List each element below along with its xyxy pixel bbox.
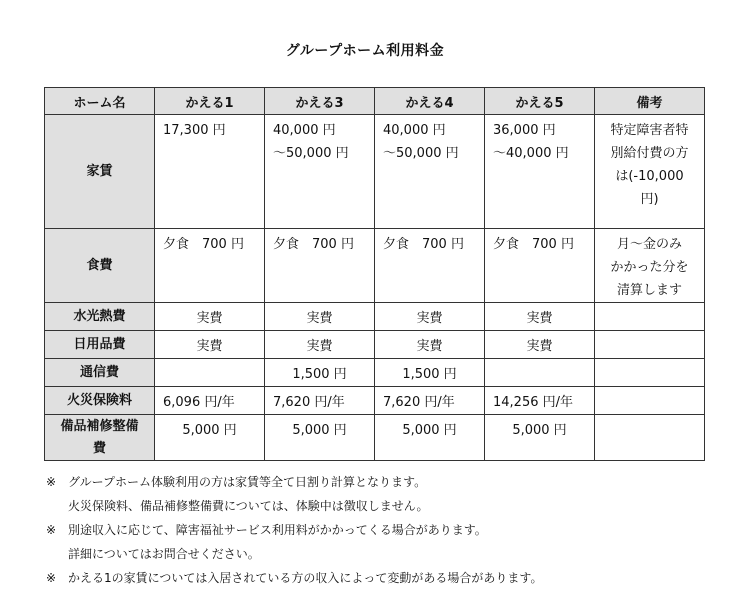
table-row-communication xyxy=(45,359,705,387)
table-cell-remarks: 特定障害者特 別給付費の方 は(-10,000 円) xyxy=(595,115,705,229)
table-cell: 5,000 円 xyxy=(375,415,485,461)
note-line xyxy=(46,494,542,518)
table-cell: 6,096 円/年 xyxy=(155,387,265,415)
row-label: 火災保険料 xyxy=(45,387,155,415)
table-header-row xyxy=(45,88,705,115)
column-header-kaeru5: かえる5 xyxy=(485,88,595,115)
table-cell: 5,000 円 xyxy=(265,415,375,461)
table-cell: 14,256 円/年 xyxy=(485,387,595,415)
column-header-remarks: 備考 xyxy=(595,88,705,115)
fee-table xyxy=(44,87,705,461)
table-cell: 5,000 円 xyxy=(485,415,595,461)
table-cell: 1,500 円 xyxy=(375,359,485,387)
table-cell: 40,000 円 ～50,000 円 xyxy=(265,115,375,229)
table-cell: 実費 xyxy=(375,303,485,331)
row-label: 家賃 xyxy=(45,115,155,229)
note-line xyxy=(46,542,542,566)
table-cell: 36,000 円 ～40,000 円 xyxy=(485,115,595,229)
note-line xyxy=(46,566,542,590)
table-cell-remarks xyxy=(595,387,705,415)
column-header-kaeru3: かえる3 xyxy=(265,88,375,115)
table-row-equipment xyxy=(45,415,705,461)
table-row-fire-insurance xyxy=(45,387,705,415)
table-cell: 7,620 円/年 xyxy=(265,387,375,415)
table-cell xyxy=(155,359,265,387)
note-text: 火災保険料、備品補修整備費については、体験中は徴収しません。 xyxy=(68,499,429,513)
note-mark: ※ xyxy=(46,571,57,585)
table-cell: 夕食 700 円 xyxy=(265,229,375,303)
table-cell: 40,000 円 ～50,000 円 xyxy=(375,115,485,229)
note-line xyxy=(46,470,542,494)
note-mark: ※ xyxy=(46,523,57,537)
column-header-home-name: ホーム名 xyxy=(45,88,155,115)
table-cell: 実費 xyxy=(155,331,265,359)
table-cell: 1,500 円 xyxy=(265,359,375,387)
row-label: 備品補修整備 費 xyxy=(45,415,155,461)
table-cell-remarks xyxy=(595,359,705,387)
table-cell-remarks xyxy=(595,415,705,461)
table-cell: 17,300 円 xyxy=(155,115,265,229)
table-row-food xyxy=(45,229,705,303)
table-cell: 7,620 円/年 xyxy=(375,387,485,415)
table-cell-remarks: 月～金のみ かかった分を 清算します xyxy=(595,229,705,303)
note-text: グループホーム体験利用の方は家賃等全て日割り計算となります。 xyxy=(68,475,427,489)
table-cell-remarks xyxy=(595,303,705,331)
table-cell: 実費 xyxy=(485,303,595,331)
table-cell: 実費 xyxy=(265,303,375,331)
page-title: グループホーム利用料金 xyxy=(285,43,445,59)
table-row-daily-goods xyxy=(45,331,705,359)
row-label: 食費 xyxy=(45,229,155,303)
note-text: 詳細についてはお問合せください。 xyxy=(68,547,260,561)
notes xyxy=(46,470,542,590)
row-label: 水光熱費 xyxy=(45,303,155,331)
table-row-utilities xyxy=(45,303,705,331)
note-text: かえる1の家賃については入居されている方の収入によって変動がある場合があります。 xyxy=(68,571,543,585)
row-label: 日用品費 xyxy=(45,331,155,359)
table-cell: 実費 xyxy=(265,331,375,359)
note-text: 別途収入に応じて、障害福祉サービス利用料がかかってくる場合があります。 xyxy=(68,523,487,537)
table-cell: 実費 xyxy=(155,303,265,331)
row-label: 通信費 xyxy=(45,359,155,387)
table-row-rent xyxy=(45,115,705,229)
table-cell xyxy=(485,359,595,387)
note-mark: ※ xyxy=(46,475,57,489)
column-header-kaeru1: かえる1 xyxy=(155,88,265,115)
table-cell: 夕食 700 円 xyxy=(375,229,485,303)
table-cell: 実費 xyxy=(485,331,595,359)
table-cell-remarks xyxy=(595,331,705,359)
note-line xyxy=(46,518,542,542)
table-cell: 夕食 700 円 xyxy=(155,229,265,303)
table-cell: 実費 xyxy=(375,331,485,359)
table-cell: 夕食 700 円 xyxy=(485,229,595,303)
column-header-kaeru4: かえる4 xyxy=(375,88,485,115)
table-cell: 5,000 円 xyxy=(155,415,265,461)
